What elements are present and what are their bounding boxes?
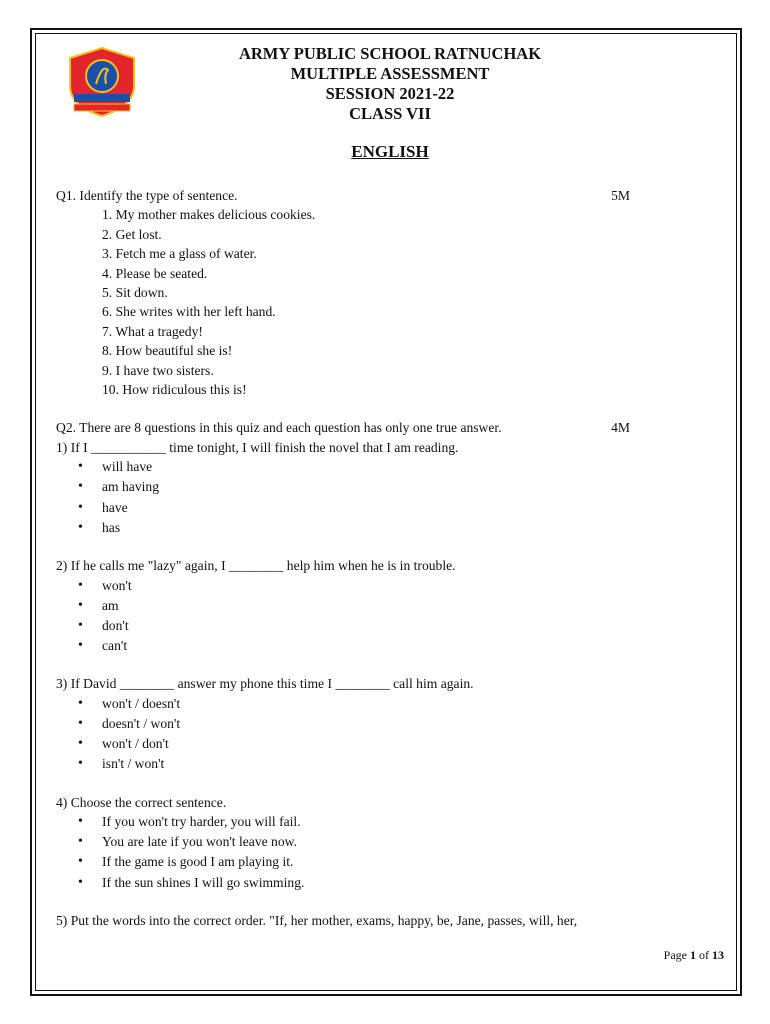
- q2-question-3: 3) If David ________ answer my phone this time I ________ call him again.: [56, 676, 474, 692]
- option-item: • isn't / won't: [78, 754, 696, 774]
- q2-question-5: 5) Put the words into the correct order. "If, her mother, exams, happy, be, Jane, passes, will, her,: [56, 912, 578, 928]
- class-name: CLASS VII: [349, 104, 431, 123]
- spacer: [56, 538, 696, 556]
- page-number: [664, 948, 724, 963]
- list-item: 1. My mother makes delicious cookies.: [102, 207, 316, 223]
- option-item: • You are late if you won't leave now.: [78, 832, 696, 852]
- list-item: 8. How beautiful she is!: [102, 343, 233, 359]
- q2-heading: [56, 418, 696, 437]
- list-item: 3. Fetch me a glass of water.: [102, 246, 257, 262]
- q1-marks: 5M: [611, 188, 630, 203]
- assessment-name: MULTIPLE ASSESSMENT: [290, 64, 490, 83]
- option-item: • am having: [78, 477, 696, 497]
- spacer: [56, 775, 696, 793]
- q1-heading: [56, 186, 696, 205]
- question-content: [56, 186, 696, 930]
- q2-marks: 4M: [611, 420, 630, 436]
- q2-question-1: 1) If I ___________ time tonight, I will finish the novel that I am reading.: [56, 439, 459, 455]
- total-pages: 13: [712, 948, 724, 962]
- option-item: • have: [78, 498, 696, 518]
- spacer: [56, 399, 696, 418]
- option-item: • don't: [78, 616, 696, 636]
- option-item: • won't / doesn't: [78, 694, 696, 714]
- q1-title: Q1. Identify the type of sentence.: [56, 188, 238, 203]
- document-header: [140, 44, 640, 124]
- spacer: [56, 893, 696, 911]
- list-item: 7. What a tragedy!: [102, 323, 203, 339]
- list-item: 2. Get lost.: [102, 226, 162, 242]
- option-item: • doesn't / won't: [78, 714, 696, 734]
- option-item: • will have: [78, 457, 696, 477]
- current-page: 1: [690, 948, 696, 962]
- list-item: 9. I have two sisters.: [102, 362, 214, 378]
- q2-question-2: 2) If he calls me "lazy" again, I ________ help him when he is in trouble.: [56, 558, 456, 574]
- option-item: • can't: [78, 636, 696, 656]
- list-item: 4. Please be seated.: [102, 265, 208, 281]
- page-of: of: [696, 948, 712, 962]
- q2-title: Q2. There are 8 questions in this quiz and each question has only one true answer.: [56, 420, 502, 436]
- page-prefix: Page: [663, 948, 690, 962]
- option-item: • won't: [78, 576, 696, 596]
- option-item: • If the game is good I am playing it.: [78, 852, 696, 872]
- option-item: • If you won't try harder, you will fail.: [78, 812, 696, 832]
- option-item: • am: [78, 596, 696, 616]
- list-item: 10. How ridiculous this is!: [102, 382, 247, 398]
- q2-options-3: [56, 694, 696, 775]
- q1-sentence-list: [56, 205, 696, 399]
- school-name: ARMY PUBLIC SCHOOL RATNUCHAK: [238, 44, 542, 63]
- list-item: 5. Sit down.: [102, 285, 168, 301]
- option-item: • If the sun shines I will go swimming.: [78, 873, 696, 893]
- list-item: 6. She writes with her left hand.: [102, 304, 276, 320]
- option-item: • has: [78, 518, 696, 538]
- option-item: • won't / don't: [78, 734, 696, 754]
- q2-question-4: 4) Choose the correct sentence.: [56, 794, 227, 810]
- q2-options-4: [56, 812, 696, 893]
- session: SESSION 2021-22: [325, 84, 455, 103]
- q2-options-1: [56, 457, 696, 538]
- subject-title: ENGLISH: [351, 142, 429, 161]
- school-crest-logo: [64, 46, 140, 118]
- q2-options-2: [56, 576, 696, 657]
- spacer: [56, 656, 696, 674]
